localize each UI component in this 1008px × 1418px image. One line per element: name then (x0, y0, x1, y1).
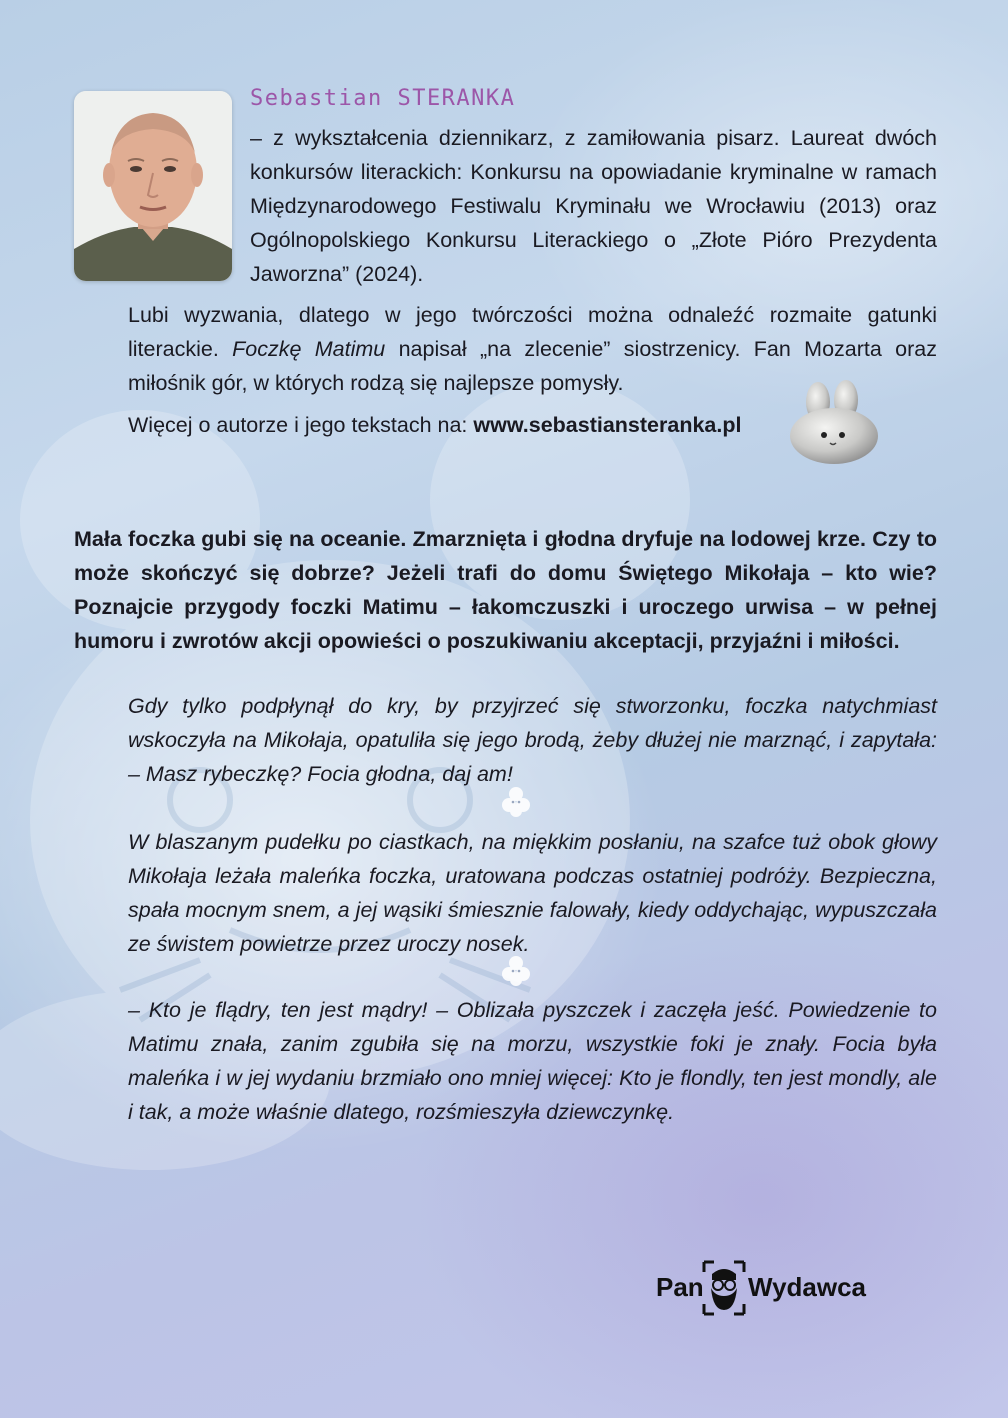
website-link[interactable]: www.sebastiansteranka.pl (473, 413, 742, 437)
publisher-logo-word-wydawca: Wydawca (748, 1272, 867, 1302)
book-title: Foczkę Matimu (232, 337, 386, 361)
publisher-logo-word-pan: Pan (656, 1272, 704, 1302)
excerpt-1: Gdy tylko podpłynął do kry, by przyjrzeć się stworzonku, foczka natychmiast wskoczyła na Mikołaja, opatuliła się jego brodą, żeby dłużej nie marznąć, i zapytała: – Masz rybeczkę? Focia głodna, daj am! (128, 694, 937, 786)
snowflake-divider-icon (498, 784, 534, 820)
author-bio-interests-part1: Lubi wyzwania, dlatego w jego twórczości można odnaleźć rozmaite gatunki literackie. (128, 303, 937, 361)
bearded-face-icon (700, 1258, 748, 1318)
publisher-logo (652, 1258, 872, 1318)
author-bio-interests-part2: napisał „na zlecenie” siostrzenicy. Fan Mozarta oraz miłośnik gór, w których rodzą się najlepsze pomysły. (128, 337, 937, 395)
author-bio-intro: – z wykształcenia dziennikarz, z zamiłowania pisarz. Laureat dwóch konkursów literackich: Konkursu na opowiadanie kryminalne w ramach Międzynarodowego Festiwalu Kryminału we Wrocławiu (2013) oraz Ogólnopolskiego Konkursu Literackiego o „Złote Pióro Prezydenta Jaworzna” (2024). (250, 126, 937, 286)
author-website-line (128, 408, 768, 442)
author-name: Sebastian STERANKA (250, 86, 516, 111)
excerpt-2: W blaszanym pudełku po ciastkach, na miękkim posłaniu, na szafce tuż obok głowy Mikołaja leżała maleńka foczka, uratowana podczas ostatniej podróży. Bezpieczna, spała mocnym snem, a jej wąsiki śmiesznie falowały, kiedy oddychając, wypuszczała ze świstem powietrze przez uroczy nosek. (128, 830, 937, 956)
author-photo (74, 91, 232, 281)
snowflake-divider-icon (498, 953, 534, 989)
plush-seal-illustration (786, 380, 882, 466)
book-blurb: Mała foczka gubi się na oceanie. Zmarznięta i głodna dryfuje na lodowej krze. Czy to może skończyć się dobrze? Jeżeli trafi do domu Świętego Mikołaja – kto wie? Poznajcie przygody foczki Matimu – łakomczuszki i uroczego urwisa – w pełnej humoru i zwrotów akcji opowieści o poszukiwaniu akceptacji, przyjaźni i miłości. (74, 527, 937, 653)
excerpt-3: – Kto je flądry, ten jest mądry! – Oblizała pyszczek i zaczęła jeść. Powiedzenie to Matimu znała, zanim zgubiła się na morzu, wszystkie foki je znały. Focia była maleńka i w jej wydaniu brzmiało ono mniej więcej: Kto je flondly, ten jest mondly, ale i tak, a może właśnie dlatego, rozśmieszyła dziewczynkę. (128, 998, 937, 1124)
website-label: Więcej o autorze i jego tekstach na: (128, 413, 474, 437)
